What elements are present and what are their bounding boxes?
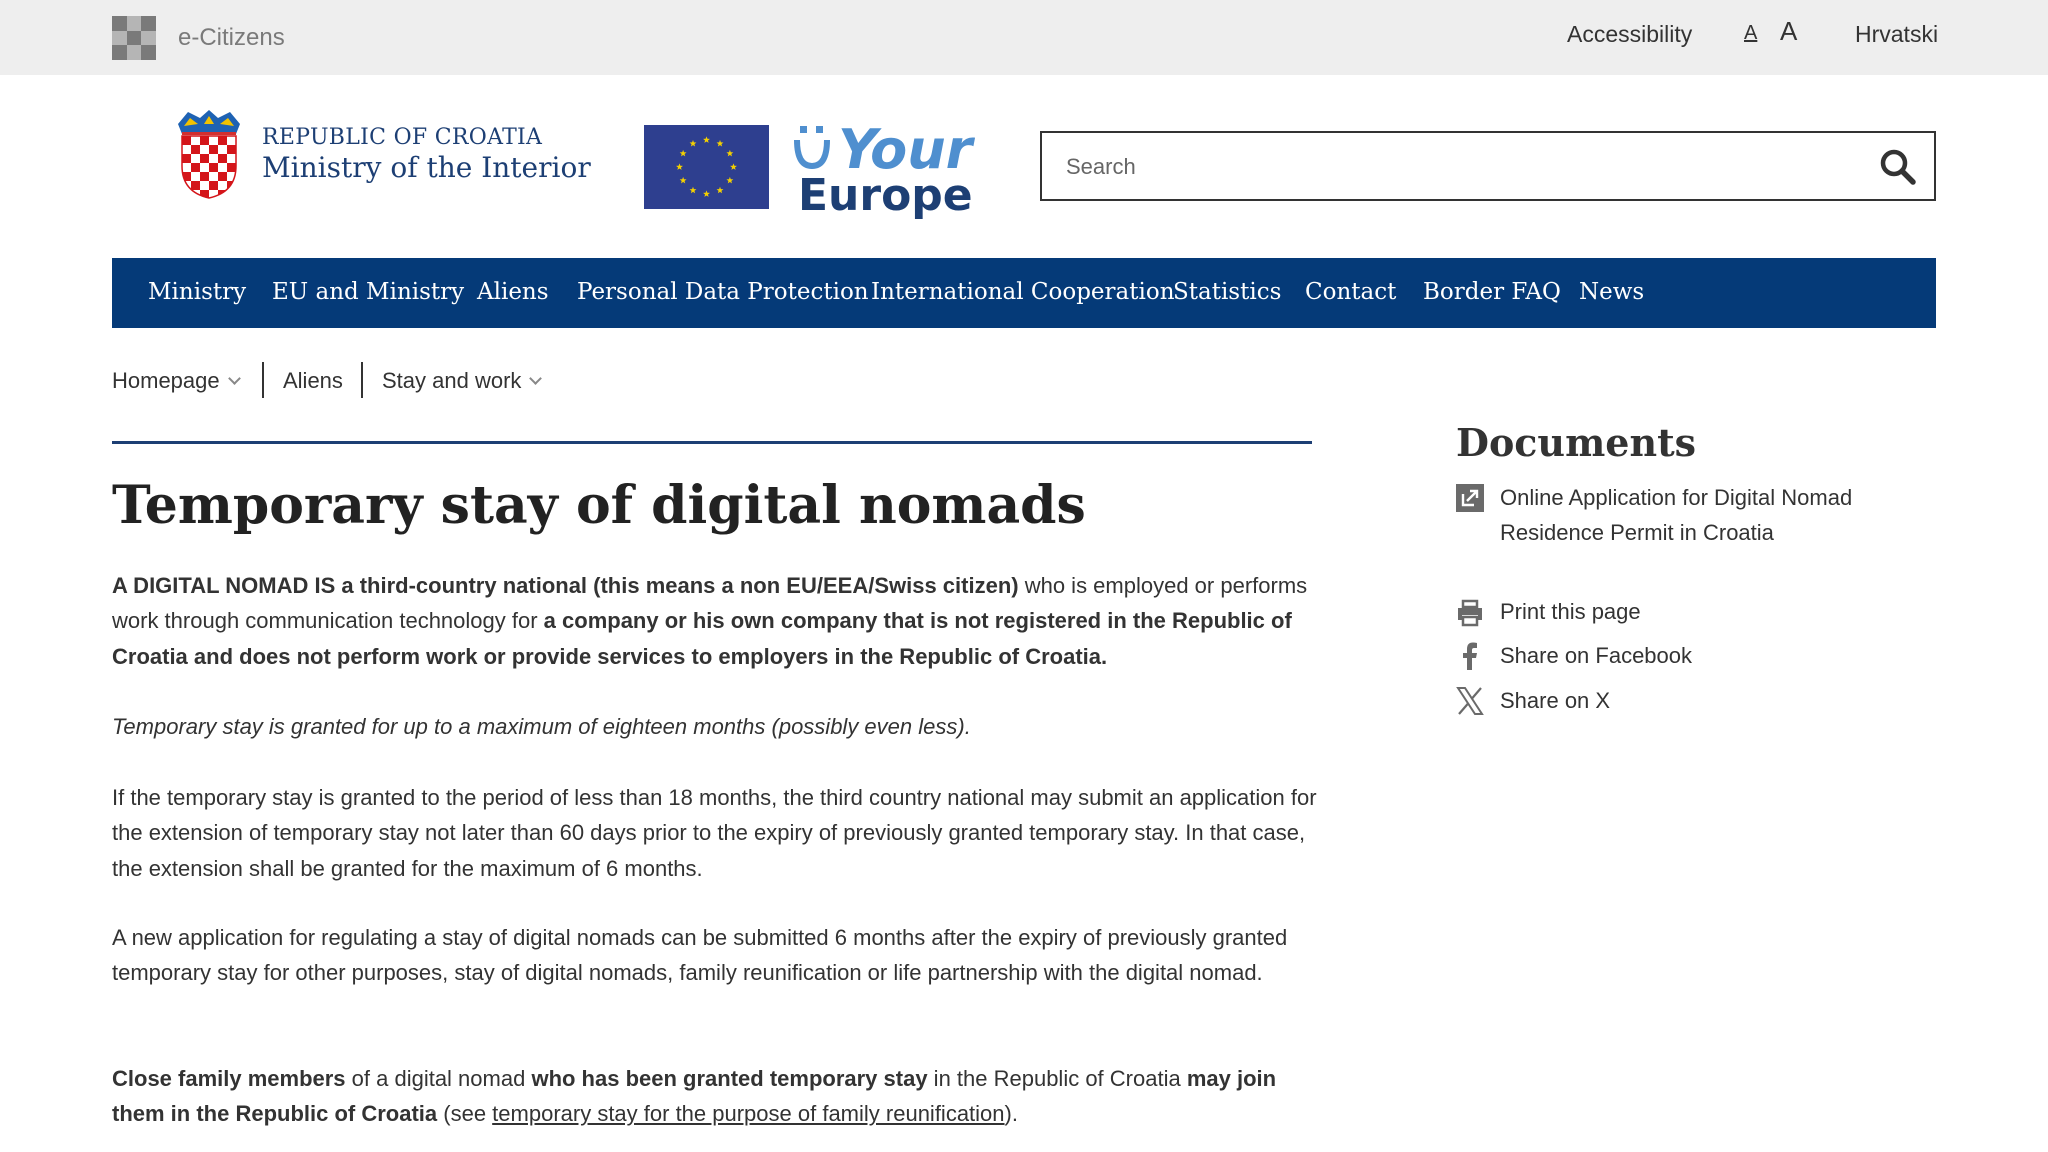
nav-item-aliens[interactable]: Aliens <box>477 279 549 305</box>
breadcrumb-stay-and-work-label: Stay and work <box>382 368 522 393</box>
facebook-icon <box>1456 642 1484 670</box>
nav-item-statistics[interactable]: Statistics <box>1173 279 1282 305</box>
croatia-coat-of-arms-icon[interactable] <box>176 110 242 200</box>
chevron-down-icon <box>530 372 543 385</box>
search-input[interactable] <box>1066 151 1826 183</box>
breadcrumb-homepage-label: Homepage <box>112 368 220 393</box>
body-text: who is employed or performs work through communication technology for <box>112 573 1308 634</box>
page-title: Temporary stay of digital nomads <box>112 475 1086 536</box>
e-citizens-link[interactable]: e-Citizens <box>178 24 285 51</box>
title-divider <box>112 441 1312 444</box>
article-paragraph-duration: Temporary stay is granted for up to a maximum of eighteen months (possibly even less). <box>112 714 971 739</box>
family-reunification-link[interactable]: temporary stay for the purpose of family reunification <box>492 1101 1005 1127</box>
font-size-small-button[interactable]: A <box>1744 22 1758 44</box>
nav-item-border-faq[interactable]: Border FAQ <box>1423 279 1561 305</box>
nav-item-contact[interactable]: Contact <box>1305 279 1397 305</box>
search-box <box>1040 131 1936 201</box>
e-citizens-logo-icon[interactable] <box>112 16 156 60</box>
article-paragraph-new-application: A new application for regulating a stay of digital nomads can be submitted 6 months after the expiry of previously granted temporary stay for other purposes, stay of digital nomads, family reunification or life partnership with the digital nomad. <box>112 925 1288 986</box>
bold-text: A DIGITAL NOMAD IS a third-country national (this means a non EU/EEA/Swiss citizen) <box>112 573 1019 598</box>
breadcrumb-divider <box>361 362 363 398</box>
body-text: (see <box>437 1101 493 1127</box>
language-switch-link[interactable]: Hrvatski <box>1855 21 1939 47</box>
your-europe-smile-icon <box>794 126 830 170</box>
search-icon[interactable] <box>1878 147 1918 187</box>
article-paragraph-definition <box>112 568 1322 674</box>
accessibility-link[interactable]: Accessibility <box>1567 21 1693 47</box>
body-text: in the Republic of Croatia <box>927 1066 1187 1091</box>
external-link-icon <box>1456 484 1484 512</box>
digital-nomad-application-link[interactable]: Online Application for Digital Nomad Residence Permit in Croatia <box>1500 485 1853 545</box>
font-size-large-button[interactable]: A <box>1780 16 1798 46</box>
breadcrumb-homepage[interactable] <box>112 368 239 394</box>
nav-item-eu-and-ministry[interactable]: EU and Ministry <box>272 279 465 305</box>
ministry-logo-text[interactable] <box>262 124 591 184</box>
bold-text: who has been granted temporary stay <box>531 1066 928 1091</box>
breadcrumb-stay-and-work[interactable] <box>382 368 540 394</box>
breadcrumb-divider <box>262 362 264 398</box>
documents-heading: Documents <box>1456 420 1697 465</box>
share-x-link[interactable]: Share on X <box>1500 688 1611 713</box>
ministry-country-label: REPUBLIC OF CROATIA <box>262 125 543 150</box>
print-icon <box>1456 599 1484 627</box>
top-utility-bar <box>0 0 2048 75</box>
x-logo-icon <box>1456 687 1484 715</box>
print-page-link[interactable]: Print this page <box>1500 599 1641 624</box>
your-europe-line1: Your <box>838 118 973 181</box>
main-navigation <box>112 258 1936 328</box>
your-europe-line2: Europe <box>798 170 973 221</box>
bold-text: a company or his own company that is not registered in the Republic of Croatia and does not perform work or provide services to employers in the Republic of Croatia. <box>112 608 1292 669</box>
nav-item-news[interactable]: News <box>1579 279 1645 305</box>
ministry-name-label: Ministry of the Interior <box>262 151 591 184</box>
nav-item-ministry[interactable]: Ministry <box>148 279 247 305</box>
nav-item-international-cooperation[interactable]: International Cooperation <box>871 279 1175 305</box>
breadcrumb-aliens[interactable]: Aliens <box>283 368 343 393</box>
eu-flag-icon[interactable] <box>644 125 769 209</box>
article-paragraph-family <box>112 1061 1322 1132</box>
bold-text: may join them in the Republic of Croatia <box>112 1066 1277 1127</box>
article-paragraph-extension: If the temporary stay is granted to the period of less than 18 months, the third country national may submit an application for the extension of temporary stay not later than 60 days prior to the expiry of previously granted temporary stay. In that case, the extension shall be granted for the maximum of 6 months. <box>112 785 1317 881</box>
chevron-down-icon <box>228 372 241 385</box>
body-text: ). <box>1004 1101 1018 1127</box>
share-facebook-link[interactable]: Share on Facebook <box>1500 643 1693 668</box>
bold-text: Close family members <box>112 1066 346 1091</box>
body-text: of a digital nomad <box>345 1066 532 1091</box>
nav-item-personal-data-protection[interactable]: Personal Data Protection <box>577 279 869 305</box>
